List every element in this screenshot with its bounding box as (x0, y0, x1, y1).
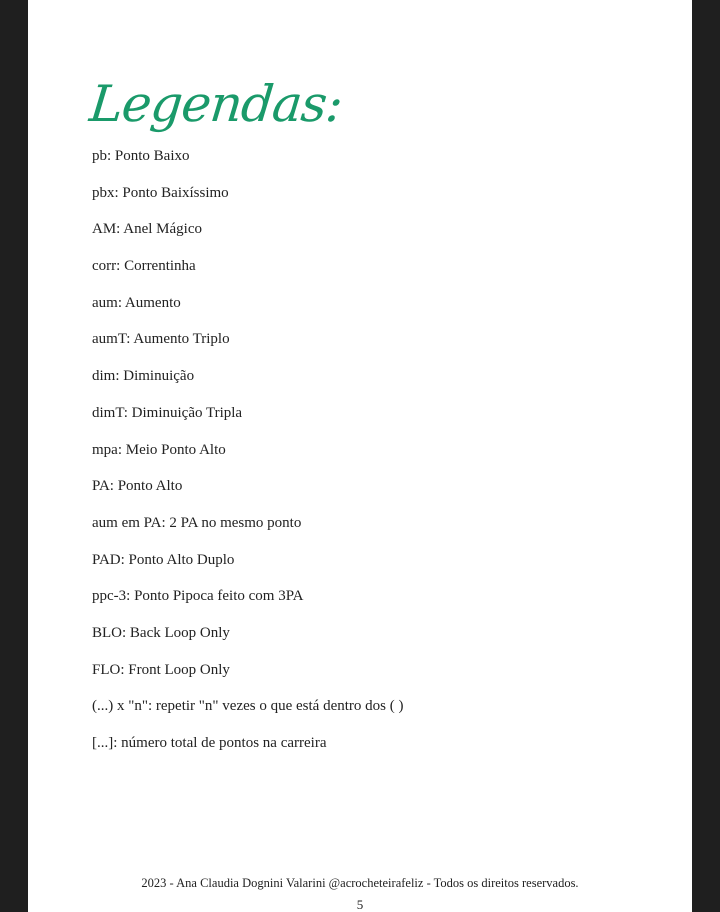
legend-item: dimT: Diminuição Tripla (92, 404, 243, 421)
legend-item: mpa: Meio Ponto Alto (92, 441, 226, 458)
legend-item: [...]: número total de pontos na carreira (92, 735, 327, 751)
footer-copyright: 2023 - Ana Claudia Dognini Valarini @acrocheteirafeliz - Todos os direitos reservados. (141, 876, 579, 890)
legend-item: corr: Correntinha (92, 258, 196, 275)
legend-item: ppc-3: Ponto Pipoca feito com 3PA (92, 588, 304, 605)
legend-item: PAD: Ponto Alto Duplo (92, 551, 235, 568)
legend-item: aumT: Aumento Triplo (92, 331, 230, 348)
document-page (28, 0, 692, 912)
legend-item: aum: Aumento (92, 294, 181, 311)
legend-item: BLO: Back Loop Only (92, 624, 230, 641)
legend-item: (...) x "n": repetir "n" vezes o que está dentro dos ( ) (92, 698, 404, 715)
page-title: Legendas: (86, 75, 345, 133)
legend-item: aum em PA: 2 PA no mesmo ponto (92, 514, 302, 531)
legend-list (92, 144, 403, 768)
legend-item: FLO: Front Loop Only (92, 661, 230, 678)
legend-item: pb: Ponto Baixo (92, 148, 190, 164)
legend-item: PA: Ponto Alto (92, 478, 183, 495)
legend-item: dim: Diminuição (92, 368, 195, 385)
legend-item: AM: Anel Mágico (92, 221, 202, 238)
legend-item: pbx: Ponto Baixíssimo (92, 184, 229, 201)
page-number: 5 (356, 897, 364, 912)
